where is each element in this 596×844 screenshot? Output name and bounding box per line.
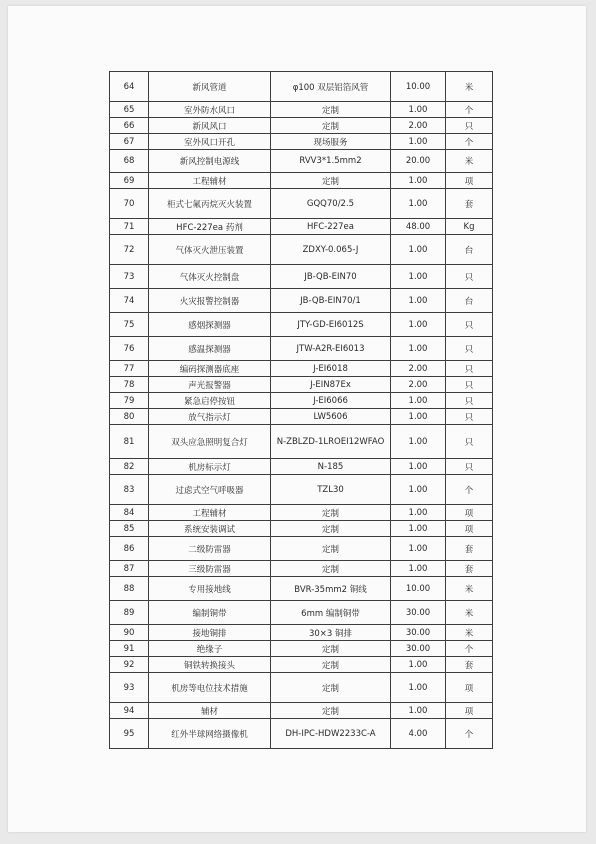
quantity-cell: 1.00 xyxy=(391,173,446,189)
table-row xyxy=(110,235,493,265)
item-name-cell: 声光报警器 xyxy=(149,377,271,393)
item-spec-cell: 现场服务 xyxy=(271,134,391,150)
item-spec-cell: BVR-35mm2 铜线 xyxy=(271,577,391,601)
table-row xyxy=(110,102,493,118)
table-row xyxy=(110,625,493,641)
item-name-cell: 双头应急照明复合灯 xyxy=(149,425,271,459)
item-name-cell: 火灾报警控制器 xyxy=(149,289,271,313)
unit-cell: 米 xyxy=(446,625,493,641)
quantity-cell: 1.00 xyxy=(391,657,446,673)
item-spec-cell: JB-QB-EIN70/1 xyxy=(271,289,391,313)
item-spec-cell: 定制 xyxy=(271,521,391,537)
table-row xyxy=(110,537,493,561)
quantity-cell: 1.00 xyxy=(391,289,446,313)
row-number-cell: 91 xyxy=(110,641,149,657)
unit-cell: 个 xyxy=(446,719,493,749)
unit-cell: Kg xyxy=(446,219,493,235)
item-name-cell: 紧急启停按钮 xyxy=(149,393,271,409)
item-spec-cell: JTY-GD-EI6012S xyxy=(271,313,391,337)
row-number-cell: 67 xyxy=(110,134,149,150)
row-number-cell: 70 xyxy=(110,189,149,219)
unit-cell: 只 xyxy=(446,425,493,459)
item-name-cell: 气体灭火控制盘 xyxy=(149,265,271,289)
item-spec-cell: J-EI6066 xyxy=(271,393,391,409)
unit-cell: 只 xyxy=(446,377,493,393)
item-spec-cell: TZL30 xyxy=(271,475,391,505)
quantity-cell: 1.00 xyxy=(391,265,446,289)
quantity-cell: 30.00 xyxy=(391,625,446,641)
quantity-cell: 10.00 xyxy=(391,577,446,601)
quantity-cell: 2.00 xyxy=(391,361,446,377)
item-name-cell: 室外防水风口 xyxy=(149,102,271,118)
quantity-cell: 1.00 xyxy=(391,673,446,703)
table-row xyxy=(110,425,493,459)
item-spec-cell: HFC-227ea xyxy=(271,219,391,235)
quantity-cell: 1.00 xyxy=(391,703,446,719)
quantity-cell: 1.00 xyxy=(391,337,446,361)
quantity-cell: 1.00 xyxy=(391,475,446,505)
item-spec-cell: 定制 xyxy=(271,173,391,189)
item-name-cell: 铜铁转换接头 xyxy=(149,657,271,673)
quantity-cell: 48.00 xyxy=(391,219,446,235)
item-spec-cell: JB-QB-EIN70 xyxy=(271,265,391,289)
unit-cell: 米 xyxy=(446,72,493,102)
unit-cell: 米 xyxy=(446,150,493,173)
row-number-cell: 83 xyxy=(110,475,149,505)
table-row xyxy=(110,289,493,313)
unit-cell: 套 xyxy=(446,657,493,673)
quantity-cell: 1.00 xyxy=(391,393,446,409)
item-name-cell: 接地铜排 xyxy=(149,625,271,641)
row-number-cell: 92 xyxy=(110,657,149,673)
item-spec-cell: 定制 xyxy=(271,118,391,134)
item-spec-cell: DH-IPC-HDW2233C-A xyxy=(271,719,391,749)
item-name-cell: 二级防雷器 xyxy=(149,537,271,561)
item-spec-cell: 定制 xyxy=(271,703,391,719)
item-name-cell: 放气指示灯 xyxy=(149,409,271,425)
table-row xyxy=(110,561,493,577)
table-row xyxy=(110,361,493,377)
unit-cell: 项 xyxy=(446,173,493,189)
unit-cell: 只 xyxy=(446,337,493,361)
table-row xyxy=(110,150,493,173)
item-name-cell: 新风控制电源线 xyxy=(149,150,271,173)
unit-cell: 只 xyxy=(446,313,493,337)
item-spec-cell: N-185 xyxy=(271,459,391,475)
unit-cell: 米 xyxy=(446,601,493,625)
item-spec-cell: 30×3 铜排 xyxy=(271,625,391,641)
row-number-cell: 90 xyxy=(110,625,149,641)
item-name-cell: 感温探测器 xyxy=(149,337,271,361)
table-row xyxy=(110,173,493,189)
item-name-cell: 机房标示灯 xyxy=(149,459,271,475)
row-number-cell: 86 xyxy=(110,537,149,561)
table-row xyxy=(110,657,493,673)
row-number-cell: 71 xyxy=(110,219,149,235)
row-number-cell: 95 xyxy=(110,719,149,749)
table-row xyxy=(110,72,493,102)
row-number-cell: 68 xyxy=(110,150,149,173)
item-name-cell: 辅材 xyxy=(149,703,271,719)
table-row xyxy=(110,673,493,703)
item-name-cell: 编制铜带 xyxy=(149,601,271,625)
unit-cell: 项 xyxy=(446,505,493,521)
row-number-cell: 75 xyxy=(110,313,149,337)
item-spec-cell: GQQ70/2.5 xyxy=(271,189,391,219)
item-name-cell: 感烟探测器 xyxy=(149,313,271,337)
quantity-cell: 30.00 xyxy=(391,641,446,657)
row-number-cell: 64 xyxy=(110,72,149,102)
quantity-cell: 20.00 xyxy=(391,150,446,173)
quantity-cell: 1.00 xyxy=(391,561,446,577)
item-name-cell: 编码探测器底座 xyxy=(149,361,271,377)
quantity-cell: 1.00 xyxy=(391,102,446,118)
row-number-cell: 69 xyxy=(110,173,149,189)
unit-cell: 套 xyxy=(446,537,493,561)
item-spec-cell: 定制 xyxy=(271,505,391,521)
item-spec-cell: 定制 xyxy=(271,673,391,703)
item-name-cell: 气体灭火泄压装置 xyxy=(149,235,271,265)
table-row xyxy=(110,577,493,601)
quantity-cell: 1.00 xyxy=(391,409,446,425)
unit-cell: 只 xyxy=(446,118,493,134)
quantity-cell: 1.00 xyxy=(391,537,446,561)
row-number-cell: 74 xyxy=(110,289,149,313)
table-body xyxy=(110,72,493,749)
table-row xyxy=(110,601,493,625)
equipment-list-table xyxy=(109,71,493,749)
item-name-cell: 新风管道 xyxy=(149,72,271,102)
quantity-cell: 1.00 xyxy=(391,521,446,537)
unit-cell: 套 xyxy=(446,561,493,577)
item-name-cell: 工程辅材 xyxy=(149,505,271,521)
item-spec-cell: J-EI6018 xyxy=(271,361,391,377)
row-number-cell: 65 xyxy=(110,102,149,118)
item-name-cell: HFC-227ea 药剂 xyxy=(149,219,271,235)
item-spec-cell: RVV3*1.5mm2 xyxy=(271,150,391,173)
unit-cell: 个 xyxy=(446,134,493,150)
row-number-cell: 78 xyxy=(110,377,149,393)
table-row xyxy=(110,703,493,719)
row-number-cell: 93 xyxy=(110,673,149,703)
item-spec-cell: 定制 xyxy=(271,561,391,577)
table-row xyxy=(110,118,493,134)
quantity-cell: 1.00 xyxy=(391,505,446,521)
unit-cell: 只 xyxy=(446,265,493,289)
row-number-cell: 89 xyxy=(110,601,149,625)
unit-cell: 个 xyxy=(446,641,493,657)
quantity-cell: 2.00 xyxy=(391,377,446,393)
unit-cell: 项 xyxy=(446,703,493,719)
quantity-cell: 1.00 xyxy=(391,459,446,475)
table-row xyxy=(110,189,493,219)
row-number-cell: 85 xyxy=(110,521,149,537)
unit-cell: 只 xyxy=(446,361,493,377)
table-row xyxy=(110,505,493,521)
item-spec-cell: 定制 xyxy=(271,102,391,118)
unit-cell: 项 xyxy=(446,673,493,703)
quantity-cell: 1.00 xyxy=(391,313,446,337)
quantity-cell: 1.00 xyxy=(391,235,446,265)
row-number-cell: 79 xyxy=(110,393,149,409)
row-number-cell: 76 xyxy=(110,337,149,361)
item-name-cell: 工程辅材 xyxy=(149,173,271,189)
item-name-cell: 三级防雷器 xyxy=(149,561,271,577)
unit-cell: 只 xyxy=(446,409,493,425)
quantity-cell: 1.00 xyxy=(391,189,446,219)
row-number-cell: 87 xyxy=(110,561,149,577)
quantity-cell: 1.00 xyxy=(391,134,446,150)
item-name-cell: 新风风口 xyxy=(149,118,271,134)
table-row xyxy=(110,134,493,150)
item-spec-cell: LW5606 xyxy=(271,409,391,425)
item-spec-cell: 定制 xyxy=(271,657,391,673)
quantity-cell: 30.00 xyxy=(391,601,446,625)
row-number-cell: 77 xyxy=(110,361,149,377)
unit-cell: 只 xyxy=(446,459,493,475)
item-spec-cell: ZDXY-0.065-J xyxy=(271,235,391,265)
item-name-cell: 专用接地线 xyxy=(149,577,271,601)
quantity-cell: 1.00 xyxy=(391,425,446,459)
table-row xyxy=(110,719,493,749)
item-name-cell: 室外风口开孔 xyxy=(149,134,271,150)
unit-cell: 个 xyxy=(446,475,493,505)
item-spec-cell: N-ZBLZD-1LROEI12WFAO xyxy=(271,425,391,459)
row-number-cell: 88 xyxy=(110,577,149,601)
item-spec-cell: 定制 xyxy=(271,641,391,657)
table-row xyxy=(110,265,493,289)
item-spec-cell: J-EIN87Ex xyxy=(271,377,391,393)
unit-cell: 米 xyxy=(446,577,493,601)
table-row xyxy=(110,475,493,505)
item-name-cell: 系统安装调试 xyxy=(149,521,271,537)
item-name-cell: 绝缘子 xyxy=(149,641,271,657)
table-row xyxy=(110,641,493,657)
table-row xyxy=(110,219,493,235)
row-number-cell: 81 xyxy=(110,425,149,459)
row-number-cell: 73 xyxy=(110,265,149,289)
table-row xyxy=(110,521,493,537)
unit-cell: 个 xyxy=(446,102,493,118)
row-number-cell: 80 xyxy=(110,409,149,425)
table-row xyxy=(110,377,493,393)
table-row xyxy=(110,459,493,475)
table-row xyxy=(110,337,493,361)
item-spec-cell: 定制 xyxy=(271,537,391,561)
row-number-cell: 72 xyxy=(110,235,149,265)
unit-cell: 台 xyxy=(446,235,493,265)
unit-cell: 台 xyxy=(446,289,493,313)
row-number-cell: 66 xyxy=(110,118,149,134)
item-spec-cell: 6mm 编制铜带 xyxy=(271,601,391,625)
item-name-cell: 机房等电位技术措施 xyxy=(149,673,271,703)
table-row xyxy=(110,409,493,425)
unit-cell: 项 xyxy=(446,521,493,537)
unit-cell: 只 xyxy=(446,393,493,409)
row-number-cell: 84 xyxy=(110,505,149,521)
table-row xyxy=(110,313,493,337)
unit-cell: 套 xyxy=(446,189,493,219)
item-name-cell: 柜式七氟丙烷灭火装置 xyxy=(149,189,271,219)
row-number-cell: 94 xyxy=(110,703,149,719)
item-name-cell: 过虑式空气呼吸器 xyxy=(149,475,271,505)
quantity-cell: 4.00 xyxy=(391,719,446,749)
item-spec-cell: JTW-A2R-EI6013 xyxy=(271,337,391,361)
table-row xyxy=(110,393,493,409)
item-spec-cell: φ100 双层铝箔风管 xyxy=(271,72,391,102)
row-number-cell: 82 xyxy=(110,459,149,475)
quantity-cell: 2.00 xyxy=(391,118,446,134)
quantity-cell: 10.00 xyxy=(391,72,446,102)
item-name-cell: 红外半球网络摄像机 xyxy=(149,719,271,749)
